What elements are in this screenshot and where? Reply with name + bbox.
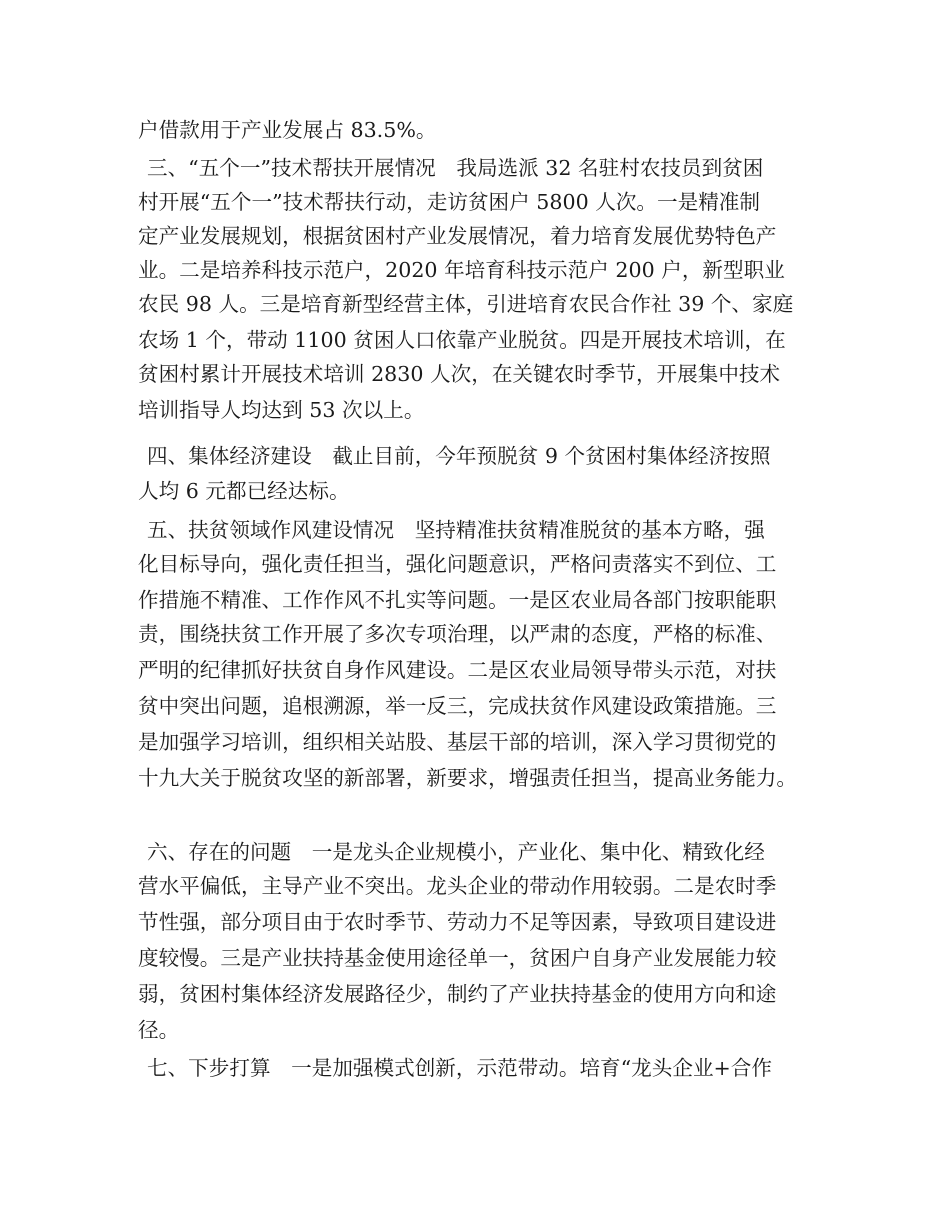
- section-heading-line: 四、集体经济建设 截止目前，今年预脱贫 9 个贫困村集体经济按照: [147, 444, 771, 468]
- section-heading-line: 六、存在的问题 一是龙头企业规模小，产业化、集中化、精致化经: [147, 840, 765, 864]
- text-line: 户借款用于产业发展占 83.5%。: [138, 118, 437, 142]
- text-line: 农场 1 个，带动 1100 贫困人口依靠产业脱贫。四是开展技术培训，在: [138, 328, 786, 352]
- text-line: 农民 98 人。三是培育新型经营主体，引进培育农民合作社 39 个、家庭: [138, 292, 794, 316]
- text-line: 是加强学习培训，组织相关站股、基层干部的培训，深入学习贯彻党的: [138, 730, 777, 754]
- text-line: 弱，贫困村集体经济发展路径少，制约了产业扶持基金的使用方向和途: [138, 982, 777, 1006]
- text-line: 度较慢。三是产业扶持基金使用途径单一，贫困户自身产业发展能力较: [138, 946, 777, 970]
- text-line: 径。: [138, 1018, 180, 1042]
- text-line: 严明的纪律抓好扶贫自身作风建设。二是区农业局领导带头示范，对扶: [138, 658, 777, 682]
- text-line: 培训指导人均达到 53 次以上。: [138, 398, 425, 422]
- text-line: 贫困村累计开展技术培训 2830 人次，在关键农时季节，开展集中技术: [138, 362, 781, 386]
- text-line: 作措施不精准、工作作风不扎实等问题。一是区农业局各部门按职能职: [138, 588, 777, 612]
- text-line: 节性强，部分项目由于农时季节、劳动力不足等因素，导致项目建设进: [138, 910, 777, 934]
- section-heading-line: 五、扶贫领域作风建设情况 坚持精准扶贫精准脱贫的基本方略，强: [147, 518, 765, 542]
- text-line: 业。二是培养科技示范户，2020 年培育科技示范户 200 户，新型职业: [138, 258, 785, 282]
- text-line: 村开展“五个一”技术帮扶行动，走访贫困户 5800 人次。一是精准制: [138, 190, 760, 214]
- section-heading-line: 三、“五个一”技术帮扶开展情况 我局选派 32 名驻村农技员到贫困: [147, 156, 764, 180]
- text-line: 十九大关于脱贫攻坚的新部署，新要求，增强责任担当，提高业务能力。: [138, 766, 797, 790]
- text-line: 化目标导向，强化责任担当，强化问题意识，严格问责落实不到位、工: [138, 552, 777, 576]
- text-line: 责，围绕扶贫工作开展了多次专项治理，以严肃的态度，严格的标准、: [138, 622, 777, 646]
- text-line: 营水平偏低，主导产业不突出。龙头企业的带动作用较弱。二是农时季: [138, 874, 777, 898]
- text-line: 贫中突出问题，追根溯源，举一反三，完成扶贫作风建设政策措施。三: [138, 694, 777, 718]
- text-line: 定产业发展规划，根据贫困村产业发展情况，着力培育发展优势特色产: [138, 224, 777, 248]
- section-heading-line: 七、下步打算 一是加强模式创新，示范带动。培育“龙头企业+合作: [147, 1056, 772, 1080]
- text-line: 人均 6 元都已经达标。: [138, 479, 350, 503]
